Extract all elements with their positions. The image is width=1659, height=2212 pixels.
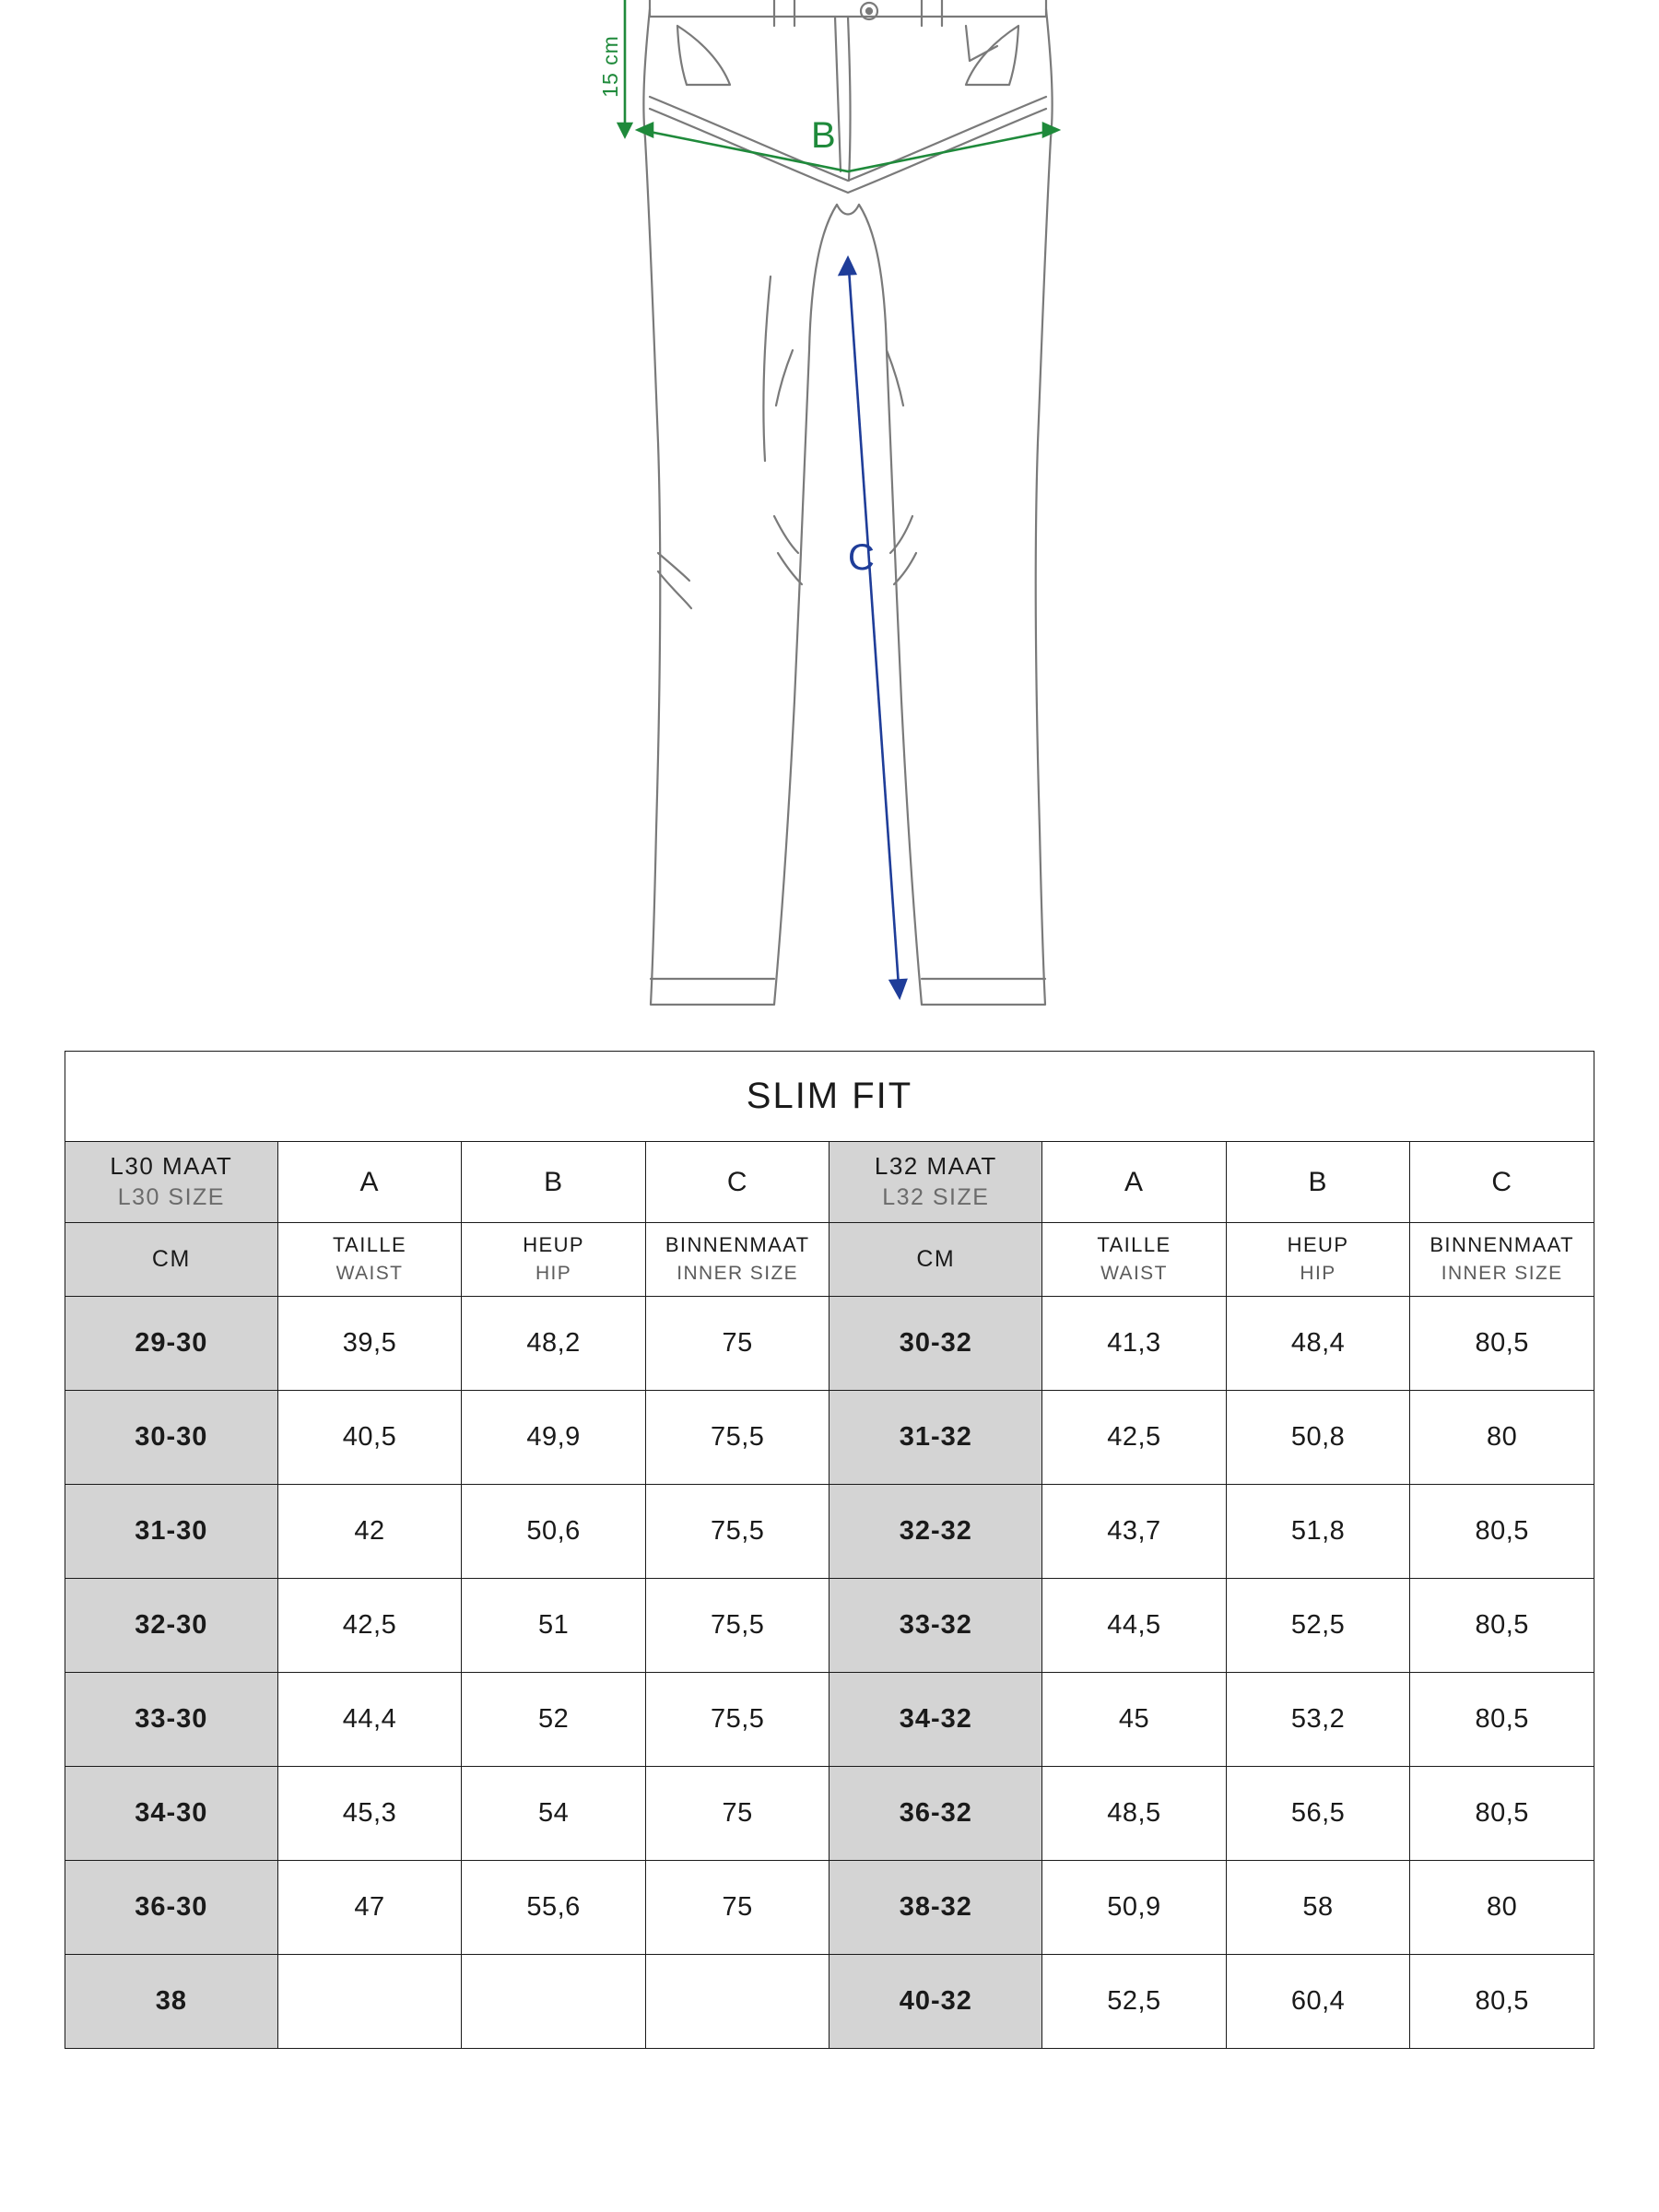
table-row: [65, 1861, 1594, 1955]
header-letter-b-l32: B: [1226, 1142, 1410, 1223]
cell-l32-waist: 44,5: [1042, 1579, 1227, 1673]
cell-l32-waist: 48,5: [1042, 1767, 1227, 1861]
cell-l32-inner: 80,5: [1410, 1579, 1594, 1673]
cell-l32-inner: 80: [1410, 1861, 1594, 1955]
cell-l30-inner: 75,5: [645, 1579, 830, 1673]
subheader-inner-l30-sub: INNER SIZE: [677, 1263, 799, 1285]
subheader-waist-l30-sub: WAIST: [335, 1263, 404, 1285]
cell-l30-size: 29-30: [65, 1297, 278, 1391]
cell-l30-inner: 75: [645, 1861, 830, 1955]
cell-l30-inner: 75: [645, 1767, 830, 1861]
unit-l32: CM: [830, 1223, 1042, 1297]
cell-l32-size: 33-32: [830, 1579, 1042, 1673]
cell-l32-size: 31-32: [830, 1391, 1042, 1485]
cell-l30-size: 32-30: [65, 1579, 278, 1673]
header-letter-c-l32: C: [1410, 1142, 1594, 1223]
cell-l32-inner: 80,5: [1410, 1297, 1594, 1391]
cell-l30-hip: 52: [462, 1673, 646, 1767]
cell-l30-size: 33-30: [65, 1673, 278, 1767]
cell-l32-inner: 80,5: [1410, 1673, 1594, 1767]
cell-l32-size: 30-32: [830, 1297, 1042, 1391]
cell-l32-size: 34-32: [830, 1673, 1042, 1767]
cell-l32-size: 40-32: [830, 1955, 1042, 2049]
table-row: [65, 1673, 1594, 1767]
cell-l32-inner: 80,5: [1410, 1955, 1594, 2049]
cell-l32-inner: 80,5: [1410, 1767, 1594, 1861]
subheader-inner-l32-sub: INNER SIZE: [1441, 1263, 1563, 1285]
cell-l30-hip: 51: [462, 1579, 646, 1673]
cell-l32-waist: 43,7: [1042, 1485, 1227, 1579]
jeans-outline: [643, 0, 1052, 1005]
cell-l30-waist: 47: [277, 1861, 462, 1955]
subheader-waist-l32-main: TAILLE: [1097, 1233, 1171, 1257]
cell-l30-waist: 44,4: [277, 1673, 462, 1767]
table-row: [65, 1391, 1594, 1485]
cell-l32-hip: 60,4: [1226, 1955, 1410, 2049]
subheader-waist-l32: [1042, 1223, 1227, 1297]
subheader-hip-l30-main: HEUP: [523, 1233, 584, 1257]
table-row: [65, 1955, 1594, 2049]
inseam-measure-arrow: [840, 258, 906, 997]
cell-l32-hip: 51,8: [1226, 1485, 1410, 1579]
cell-l32-hip: 56,5: [1226, 1767, 1410, 1861]
subheader-hip-l32: [1226, 1223, 1410, 1297]
table-title-row: [65, 1052, 1594, 1142]
hip-label: B: [811, 115, 836, 156]
subheader-hip-l30: [462, 1223, 646, 1297]
cell-l30-inner: 75,5: [645, 1485, 830, 1579]
cell-l32-hip: 53,2: [1226, 1673, 1410, 1767]
subheader-inner-l30: [645, 1223, 830, 1297]
cell-l30-waist: 40,5: [277, 1391, 462, 1485]
cell-l30-waist: 39,5: [277, 1297, 462, 1391]
cell-l30-inner: [645, 1955, 830, 2049]
cell-l30-hip: [462, 1955, 646, 2049]
cell-l30-inner: 75: [645, 1297, 830, 1391]
cell-l32-waist: 41,3: [1042, 1297, 1227, 1391]
size-table-container: [65, 1051, 1594, 2049]
cell-l32-waist: 50,9: [1042, 1861, 1227, 1955]
cell-l32-waist: 42,5: [1042, 1391, 1227, 1485]
cell-l32-inner: 80: [1410, 1391, 1594, 1485]
size-table: [65, 1051, 1594, 2049]
cell-l30-size: 31-30: [65, 1485, 278, 1579]
cell-l32-size: 38-32: [830, 1861, 1042, 1955]
subheader-hip-l30-sub: HIP: [535, 1263, 572, 1285]
cell-l32-waist: 52,5: [1042, 1955, 1227, 2049]
cell-l30-inner: 75,5: [645, 1673, 830, 1767]
table-row: [65, 1579, 1594, 1673]
vertical-measure-label: 15 cm: [598, 35, 622, 98]
header-letter-c-l30: C: [645, 1142, 830, 1223]
subheader-inner-l32: [1410, 1223, 1594, 1297]
table-subheader-row: [65, 1223, 1594, 1297]
cell-l30-size: 38: [65, 1955, 278, 2049]
cell-l30-waist: [277, 1955, 462, 2049]
table-row: [65, 1297, 1594, 1391]
cell-l30-size: 36-30: [65, 1861, 278, 1955]
subheader-inner-l32-main: BINNENMAAT: [1430, 1233, 1574, 1257]
cell-l32-size: 32-32: [830, 1485, 1042, 1579]
header-l32-size: [830, 1142, 1042, 1223]
cell-l32-hip: 58: [1226, 1861, 1410, 1955]
header-l30-size: [65, 1142, 278, 1223]
cell-l32-size: 36-32: [830, 1767, 1042, 1861]
cell-l30-waist: 42,5: [277, 1579, 462, 1673]
cell-l30-hip: 49,9: [462, 1391, 646, 1485]
table-row: [65, 1485, 1594, 1579]
inseam-label: C: [848, 537, 875, 578]
cell-l32-hip: 52,5: [1226, 1579, 1410, 1673]
header-letter-a-l30: A: [277, 1142, 462, 1223]
header-letter-b-l30: B: [462, 1142, 646, 1223]
fit-title: SLIM FIT: [65, 1052, 1594, 1142]
jeans-diagram: [0, 0, 1659, 1032]
cell-l30-size: 30-30: [65, 1391, 278, 1485]
header-l30-sub: L30 SIZE: [117, 1184, 225, 1211]
cell-l30-inner: 75,5: [645, 1391, 830, 1485]
subheader-waist-l32-sub: WAIST: [1100, 1263, 1168, 1285]
cell-l30-waist: 45,3: [277, 1767, 462, 1861]
cell-l30-hip: 55,6: [462, 1861, 646, 1955]
subheader-hip-l32-main: HEUP: [1287, 1233, 1349, 1257]
cell-l30-size: 34-30: [65, 1767, 278, 1861]
subheader-inner-l30-main: BINNENMAAT: [665, 1233, 810, 1257]
subheader-waist-l30: [277, 1223, 462, 1297]
cell-l32-waist: 45: [1042, 1673, 1227, 1767]
header-l30-main: L30 MAAT: [110, 1152, 233, 1181]
cell-l32-hip: 48,4: [1226, 1297, 1410, 1391]
header-letter-a-l32: A: [1042, 1142, 1227, 1223]
cell-l30-hip: 50,6: [462, 1485, 646, 1579]
cell-l30-waist: 42: [277, 1485, 462, 1579]
header-l32-main: L32 MAAT: [874, 1152, 997, 1181]
cell-l32-inner: 80,5: [1410, 1485, 1594, 1579]
cell-l30-hip: 48,2: [462, 1297, 646, 1391]
table-header-row: [65, 1142, 1594, 1223]
subheader-waist-l30-main: TAILLE: [332, 1233, 407, 1257]
table-row: [65, 1767, 1594, 1861]
header-l32-sub: L32 SIZE: [882, 1184, 990, 1211]
cell-l30-hip: 54: [462, 1767, 646, 1861]
subheader-hip-l32-sub: HIP: [1300, 1263, 1336, 1285]
cell-l32-hip: 50,8: [1226, 1391, 1410, 1485]
unit-l30: CM: [65, 1223, 278, 1297]
